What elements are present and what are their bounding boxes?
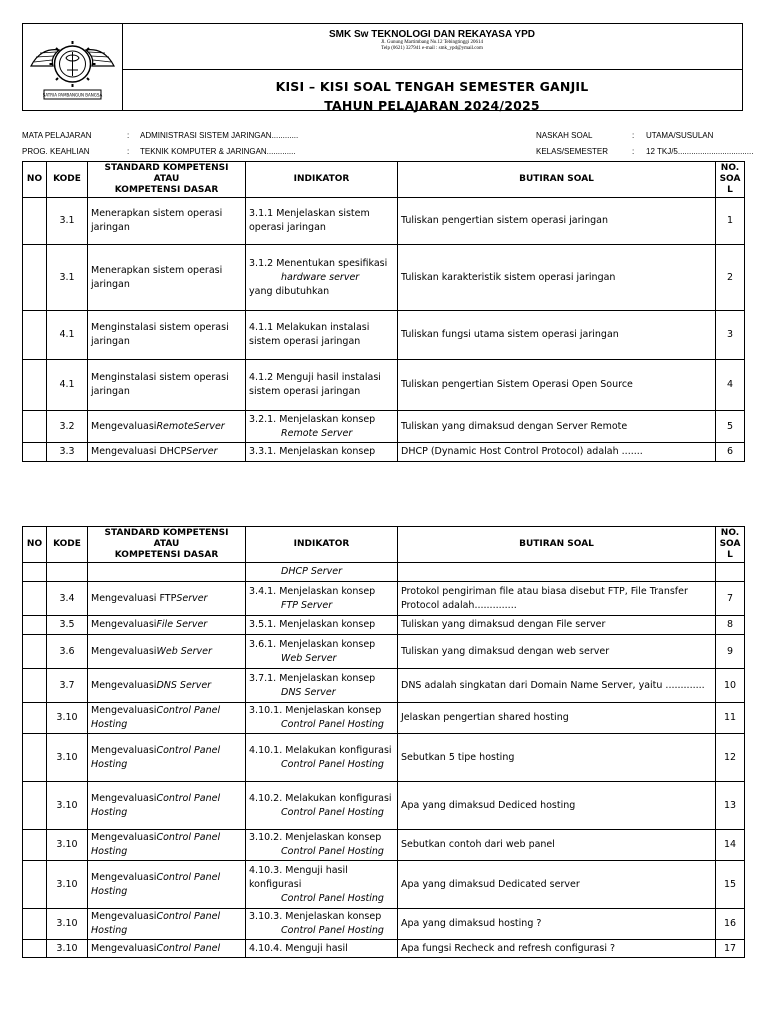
cell-kompetensi xyxy=(88,563,246,582)
indikator-number: 3.10.3. xyxy=(249,911,283,922)
cell-indikator xyxy=(246,635,398,669)
cell-no-soal: 1 xyxy=(716,198,745,245)
kompetensi-text: Menerapkan sistem operasi jaringan xyxy=(91,208,223,233)
table-header-row xyxy=(23,162,745,198)
title-line-1: KISI – KISI SOAL TENGAH SEMESTER GANJIL xyxy=(275,79,589,94)
prog-value: TEKNIK KOMPUTER & JARINGAN............. xyxy=(140,147,296,156)
indikator-number: 3.4.1. xyxy=(249,585,277,597)
cell-kode: 4.1 xyxy=(47,311,88,360)
cell-no-soal: 2 xyxy=(716,245,745,311)
table-row xyxy=(23,616,745,635)
indikator-number: 4.1.2 xyxy=(249,372,274,383)
col-kompetensi-line3: KOMPETENSI DASAR xyxy=(114,550,219,560)
school-logo-icon xyxy=(23,24,122,110)
indikator-italic: Remote Server xyxy=(281,427,353,439)
col-indikator: INDIKATOR xyxy=(246,162,398,198)
cell-indikator xyxy=(246,669,398,703)
cell-kode: 3.5 xyxy=(47,616,88,635)
indikator-text: Menjelaskan konsep xyxy=(279,619,376,630)
cell-no-soal: 9 xyxy=(716,635,745,669)
indikator-text: Menentukan spesifikasi xyxy=(276,257,388,269)
indikator-italic: Control Panel Hosting xyxy=(281,846,384,857)
cell-kode: 3.10 xyxy=(47,909,88,940)
cell-kompetensi xyxy=(88,616,246,635)
cell-no-soal xyxy=(716,563,745,582)
cell-no-soal: 10 xyxy=(716,669,745,703)
cell-indikator xyxy=(246,411,398,443)
cell-indikator xyxy=(246,616,398,635)
indikator-number: 3.7.1. xyxy=(249,672,277,684)
cell-kode: 3.1 xyxy=(47,245,88,311)
table-row xyxy=(23,635,745,669)
cell-kompetensi xyxy=(88,861,246,909)
cell-kode: 3.10 xyxy=(47,782,88,830)
cell-butiran: Sebutkan 5 tipe hosting xyxy=(398,734,716,782)
indikator-number: 3.6.1. xyxy=(249,638,277,650)
cell-kompetensi xyxy=(88,245,246,311)
indikator-text: Menjelaskan konsep xyxy=(279,585,376,597)
indikator-number: 3.10.1. xyxy=(249,705,283,716)
cell-kompetensi xyxy=(88,311,246,360)
document-header xyxy=(22,23,743,111)
indikator-italic: DHCP Server xyxy=(281,566,342,577)
cell-butiran: Jelaskan pengertian shared hosting xyxy=(398,703,716,734)
cell-butiran: DHCP (Dynamic Host Control Protocol) adalah ....... xyxy=(398,443,716,462)
cell-butiran: Tuliskan yang dimaksud dengan Server Remote xyxy=(398,411,716,443)
prog-colon: : xyxy=(127,147,130,156)
cell-indikator xyxy=(246,782,398,830)
cell-indikator xyxy=(246,940,398,958)
col-indikator: INDIKATOR xyxy=(246,527,398,563)
kompetensi-italic: Control Panel Hosting xyxy=(91,911,221,936)
indikator-number: 3.5.1. xyxy=(249,619,277,630)
table-row xyxy=(23,582,745,616)
cell-kompetensi xyxy=(88,198,246,245)
cell-no xyxy=(23,940,47,958)
kompetensi-italic: Control Panel Hosting xyxy=(91,744,221,770)
indikator-text: Melakukan konfigurasi xyxy=(285,792,392,804)
kompetensi-text: Menginstalasi sistem operasi jaringan xyxy=(91,322,229,347)
table-row xyxy=(23,669,745,703)
col-kompetensi-line1: STANDARD KOMPETENSI xyxy=(104,163,229,173)
cell-indikator xyxy=(246,311,398,360)
col-no-soal-line2: SOA xyxy=(719,539,741,549)
prog-label: PROG. KEAHLIAN xyxy=(22,147,90,156)
cell-no xyxy=(23,411,47,443)
table-row xyxy=(23,830,745,861)
kompetensi-text: Mengevaluasi xyxy=(91,871,157,883)
indikator-italic: Control Panel Hosting xyxy=(281,719,384,730)
cell-no xyxy=(23,616,47,635)
col-no-soal xyxy=(716,527,745,563)
cell-no-soal: 7 xyxy=(716,582,745,616)
cell-no xyxy=(23,311,47,360)
col-no-soal-line1: NO. xyxy=(720,528,740,538)
indikator-number: 4.10.1. xyxy=(249,744,283,756)
cell-no xyxy=(23,360,47,411)
kisi-table-page-2 xyxy=(22,526,745,958)
indikator-italic: hardware server xyxy=(281,271,360,283)
kompetensi-text: Menginstalasi sistem operasi jaringan xyxy=(91,372,229,397)
naskah-value: UTAMA/SUSULAN xyxy=(646,131,714,140)
table-header-row xyxy=(23,527,745,563)
cell-no xyxy=(23,782,47,830)
indikator-italic: Control Panel Hosting xyxy=(281,758,384,770)
col-no-soal-line3: L xyxy=(727,185,733,195)
cell-no-soal: 5 xyxy=(716,411,745,443)
cell-indikator xyxy=(246,909,398,940)
col-kompetensi-line1: STANDARD KOMPETENSI xyxy=(104,528,229,538)
cell-no-soal: 13 xyxy=(716,782,745,830)
indikator-number: 4.10.3. xyxy=(249,864,283,876)
cell-no xyxy=(23,635,47,669)
cell-kode: 3.10 xyxy=(47,861,88,909)
kelas-value: 12 TKJ/5.................................. xyxy=(646,147,754,156)
cell-no-soal: 4 xyxy=(716,360,745,411)
kompetensi-italic: Web Server xyxy=(156,645,212,657)
kompetensi-italic: Control Panel Hosting xyxy=(91,705,221,730)
indikator-italic: Web Server xyxy=(281,652,337,664)
kompetensi-italic: DNS Server xyxy=(156,679,212,691)
indikator-text: Menguji hasil instalasi sistem operasi jaringan xyxy=(249,372,381,397)
table-row xyxy=(23,909,745,940)
table-1-body xyxy=(23,198,745,462)
mapel-label: MATA PELAJARAN xyxy=(22,131,92,140)
cell-kode: 3.4 xyxy=(47,582,88,616)
indikator-text: Menjelaskan konsep xyxy=(279,446,376,457)
indikator-text: Melakukan instalasi sistem operasi jaringan xyxy=(249,322,370,347)
cell-no-soal: 15 xyxy=(716,861,745,909)
col-kode: KODE xyxy=(47,527,88,563)
cell-no-soal: 16 xyxy=(716,909,745,940)
naskah-label: NASKAH SOAL xyxy=(536,131,593,140)
col-no: NO xyxy=(23,527,47,563)
cell-indikator xyxy=(246,582,398,616)
table-row xyxy=(23,443,745,462)
indikator-number: 3.1.2 xyxy=(249,257,274,269)
document-meta xyxy=(22,131,754,161)
cell-kompetensi xyxy=(88,909,246,940)
cell-kompetensi xyxy=(88,940,246,958)
cell-kompetensi xyxy=(88,734,246,782)
col-kompetensi-line3: KOMPETENSI DASAR xyxy=(114,185,219,195)
cell-butiran: Tuliskan pengertian sistem operasi jaringan xyxy=(398,198,716,245)
cell-no xyxy=(23,443,47,462)
col-kode: KODE xyxy=(47,162,88,198)
indikator-number: 4.1.1 xyxy=(249,322,274,333)
title-line-2: TAHUN PELAJARAN 2024/2025 xyxy=(324,98,540,113)
cell-no xyxy=(23,734,47,782)
kompetensi-italic: File Server xyxy=(156,619,208,630)
cell-kode: 3.10 xyxy=(47,703,88,734)
kompetensi-italic: Control Panel Hosting xyxy=(91,871,221,897)
kompetensi-text: Mengevaluasi xyxy=(91,420,157,432)
table-row xyxy=(23,198,745,245)
cell-no-soal: 6 xyxy=(716,443,745,462)
cell-kompetensi xyxy=(88,635,246,669)
kompetensi-italic: RemoteServer xyxy=(156,420,225,432)
cell-no xyxy=(23,245,47,311)
logo-ribbon-text: SATRIA PAMBANGUN BANGSA xyxy=(42,92,103,98)
indikator-text: Menguji hasil xyxy=(285,942,348,954)
cell-no xyxy=(23,909,47,940)
cell-butiran: Tuliskan pengertian Sistem Operasi Open Source xyxy=(398,360,716,411)
cell-no-soal: 11 xyxy=(716,703,745,734)
cell-butiran xyxy=(398,563,716,582)
cell-no xyxy=(23,830,47,861)
table-row xyxy=(23,360,745,411)
col-kompetensi-line2: ATAU xyxy=(153,539,180,549)
indikator-number: 3.1.1 xyxy=(249,208,274,219)
table-row xyxy=(23,861,745,909)
cell-indikator xyxy=(246,734,398,782)
table-row xyxy=(23,411,745,443)
kompetensi-text: Mengevaluasi xyxy=(91,619,157,630)
school-address: Jl. Gunung Martimbang No.12 Tebingtinggi 20614 xyxy=(381,40,483,45)
cell-indikator xyxy=(246,861,398,909)
cell-butiran: Apa fungsi Recheck and refresh configurasi ? xyxy=(398,940,716,958)
table-row xyxy=(23,734,745,782)
col-no: NO xyxy=(23,162,47,198)
mapel-colon: : xyxy=(127,131,130,140)
cell-kode: 4.1 xyxy=(47,360,88,411)
cell-kode: 3.10 xyxy=(47,940,88,958)
cell-indikator xyxy=(246,703,398,734)
kompetensi-text: Mengevaluasi xyxy=(91,645,157,657)
cell-kompetensi xyxy=(88,411,246,443)
cell-kompetensi xyxy=(88,669,246,703)
school-logo-cell xyxy=(23,24,123,110)
cell-no-soal: 8 xyxy=(716,616,745,635)
cell-indikator xyxy=(246,443,398,462)
cell-no xyxy=(23,703,47,734)
cell-no-soal: 17 xyxy=(716,940,745,958)
cell-butiran: Apa yang dimaksud hosting ? xyxy=(398,909,716,940)
indikator-text: Melakukan konfigurasi xyxy=(285,744,392,756)
indikator-number: 3.2.1. xyxy=(249,413,277,425)
cell-no-soal: 12 xyxy=(716,734,745,782)
col-no-soal xyxy=(716,162,745,198)
kompetensi-text: Mengevaluasi xyxy=(91,792,157,804)
indikator-italic: Control Panel Hosting xyxy=(281,892,384,904)
indikator-italic: Control Panel Hosting xyxy=(281,806,384,818)
table-row xyxy=(23,563,745,582)
indikator-italic: DNS Server xyxy=(281,686,336,698)
table-2-body xyxy=(23,563,745,958)
cell-kode: 3.7 xyxy=(47,669,88,703)
kompetensi-italic: Server xyxy=(186,446,218,457)
cell-kode: 3.2 xyxy=(47,411,88,443)
col-kompetensi-line2: ATAU xyxy=(153,174,180,184)
cell-kode: 3.3 xyxy=(47,443,88,462)
cell-kompetensi xyxy=(88,782,246,830)
kompetensi-text: Mengevaluasi xyxy=(91,744,157,756)
cell-no xyxy=(23,582,47,616)
cell-kompetensi xyxy=(88,360,246,411)
indikator-number: 3.10.2. xyxy=(249,832,283,843)
col-butiran: BUTIRAN SOAL xyxy=(398,527,716,563)
cell-no xyxy=(23,198,47,245)
table-row xyxy=(23,311,745,360)
document-title xyxy=(122,69,742,113)
kisi-table-page-1 xyxy=(22,161,745,462)
indikator-number: 4.10.4. xyxy=(249,942,283,954)
kompetensi-text: Mengevaluasi DHCP xyxy=(91,446,187,457)
cell-no xyxy=(23,563,47,582)
cell-butiran: Tuliskan yang dimaksud dengan web server xyxy=(398,635,716,669)
cell-indikator xyxy=(246,245,398,311)
cell-butiran: Apa yang dimaksud Dedicated server xyxy=(398,861,716,909)
col-butiran: BUTIRAN SOAL xyxy=(398,162,716,198)
naskah-colon: : xyxy=(632,131,635,140)
kompetensi-text: Mengevaluasi xyxy=(91,679,157,691)
kompetensi-italic: Control Panel xyxy=(156,942,221,954)
kelas-label: KELAS/SEMESTER xyxy=(536,147,609,156)
cell-indikator xyxy=(246,198,398,245)
school-name: SMK Sw TEKNOLOGI DAN REKAYASA YPD xyxy=(329,29,535,40)
indikator-number: 4.10.2. xyxy=(249,792,283,804)
col-no-soal-line1: NO. xyxy=(720,163,740,173)
kelas-colon: : xyxy=(632,147,635,156)
indikator-number: 3.3.1. xyxy=(249,446,277,457)
col-kompetensi xyxy=(88,162,246,198)
kompetensi-text: Mengevaluasi xyxy=(91,832,157,843)
cell-no xyxy=(23,669,47,703)
cell-kode: 3.10 xyxy=(47,830,88,861)
cell-butiran: DNS adalah singkatan dari Domain Name Server, yaitu ............. xyxy=(398,669,716,703)
school-contact: Telp (0621) 327941 e-mail : smk_ypd@ymail.com xyxy=(381,46,483,51)
table-row xyxy=(23,703,745,734)
indikator-text: Menjelaskan konsep xyxy=(279,672,376,684)
table-row xyxy=(23,245,745,311)
cell-butiran: Sebutkan contoh dari web panel xyxy=(398,830,716,861)
kompetensi-text: Mengevaluasi xyxy=(91,942,157,954)
col-kompetensi xyxy=(88,527,246,563)
kompetensi-italic: Server xyxy=(176,592,208,604)
cell-kode xyxy=(47,563,88,582)
col-no-soal-line2: SOA xyxy=(719,174,741,184)
indikator-text: Menjelaskan konsep xyxy=(285,832,382,843)
cell-kode: 3.6 xyxy=(47,635,88,669)
cell-butiran: Protokol pengiriman file atau biasa disebut FTP, File Transfer Protocol adalah.............. xyxy=(398,582,716,616)
kompetensi-text: Mengevaluasi xyxy=(91,911,157,922)
cell-no-soal: 14 xyxy=(716,830,745,861)
cell-kompetensi xyxy=(88,830,246,861)
cell-kode: 3.1 xyxy=(47,198,88,245)
indikator-italic: FTP Server xyxy=(281,599,333,611)
mapel-value: ADMINISTRASI SISTEM JARINGAN............ xyxy=(140,131,299,140)
col-no-soal-line3: L xyxy=(727,550,733,560)
indikator-text: Menguji hasil konfigurasi xyxy=(249,864,348,890)
cell-butiran: Tuliskan karakteristik sistem operasi jaringan xyxy=(398,245,716,311)
table-row xyxy=(23,782,745,830)
cell-indikator xyxy=(246,830,398,861)
cell-indikator xyxy=(246,360,398,411)
indikator-text: Menjelaskan konsep xyxy=(279,413,376,425)
cell-indikator xyxy=(246,563,398,582)
table-row xyxy=(23,940,745,958)
indikator-text: Menjelaskan konsep xyxy=(285,705,382,716)
cell-no-soal: 3 xyxy=(716,311,745,360)
cell-kompetensi xyxy=(88,703,246,734)
indikator-text: Menjelaskan konsep xyxy=(279,638,376,650)
indikator-text: Menjelaskan sistem operasi jaringan xyxy=(249,208,370,233)
cell-butiran: Apa yang dimaksud Dediced hosting xyxy=(398,782,716,830)
kompetensi-italic: Control Panel Hosting xyxy=(91,832,221,857)
cell-kompetensi xyxy=(88,582,246,616)
cell-butiran: Tuliskan yang dimaksud dengan File server xyxy=(398,616,716,635)
school-identity xyxy=(122,24,742,70)
kompetensi-text: Mengevaluasi FTP xyxy=(91,592,177,604)
kompetensi-text: Mengevaluasi xyxy=(91,705,157,716)
indikator-italic: Control Panel Hosting xyxy=(281,925,384,936)
cell-kode: 3.10 xyxy=(47,734,88,782)
kompetensi-italic: Control Panel Hosting xyxy=(91,792,221,818)
cell-no xyxy=(23,861,47,909)
cell-butiran: Tuliskan fungsi utama sistem operasi jaringan xyxy=(398,311,716,360)
indikator-text: Menjelaskan konsep xyxy=(285,911,382,922)
kompetensi-text: Menerapkan sistem operasi jaringan xyxy=(91,264,223,290)
indikator-text-end: yang dibutuhkan xyxy=(249,285,330,297)
cell-kompetensi xyxy=(88,443,246,462)
